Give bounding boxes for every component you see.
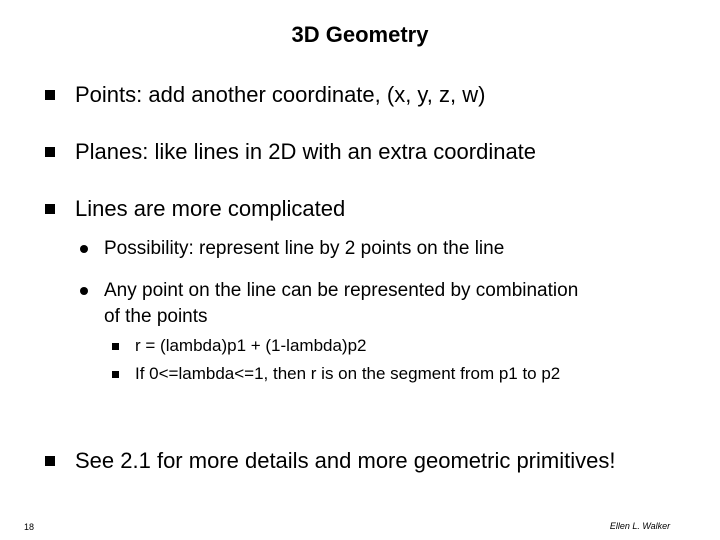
square-bullet-icon	[45, 456, 55, 466]
page-number: 18	[24, 522, 35, 532]
author-credit: Ellen L. Walker	[609, 521, 671, 531]
bullet-planes: Planes: like lines in 2D with an extra coordinate	[75, 139, 537, 164]
square-bullet-icon	[112, 343, 119, 350]
bullet-lines: Lines are more complicated	[75, 196, 346, 221]
bullet-see-more: See 2.1 for more details and more geometric primitives!	[75, 448, 616, 473]
square-bullet-icon	[45, 90, 55, 100]
square-bullet-icon	[45, 204, 55, 214]
sub-bullet-any-point-line1: Any point on the line can be represented by combination	[104, 280, 579, 301]
sub-sub-bullet-condition: If 0<=lambda<=1, then r is on the segment from p1 to p2	[135, 364, 561, 383]
sub-bullet-any-point-line2: of the points	[104, 306, 208, 327]
sub-bullet-possibility: Possibility: represent line by 2 points on the line	[104, 238, 505, 259]
sub-sub-bullet-formula: r = (lambda)p1 + (1-lambda)p2	[135, 336, 367, 355]
square-bullet-icon	[112, 371, 119, 378]
bullet-points: Points: add another coordinate, (x, y, z, w)	[75, 82, 486, 107]
round-bullet-icon	[80, 287, 88, 295]
round-bullet-icon	[80, 245, 88, 253]
square-bullet-icon	[45, 147, 55, 157]
slide-title: 3D Geometry	[291, 22, 429, 47]
